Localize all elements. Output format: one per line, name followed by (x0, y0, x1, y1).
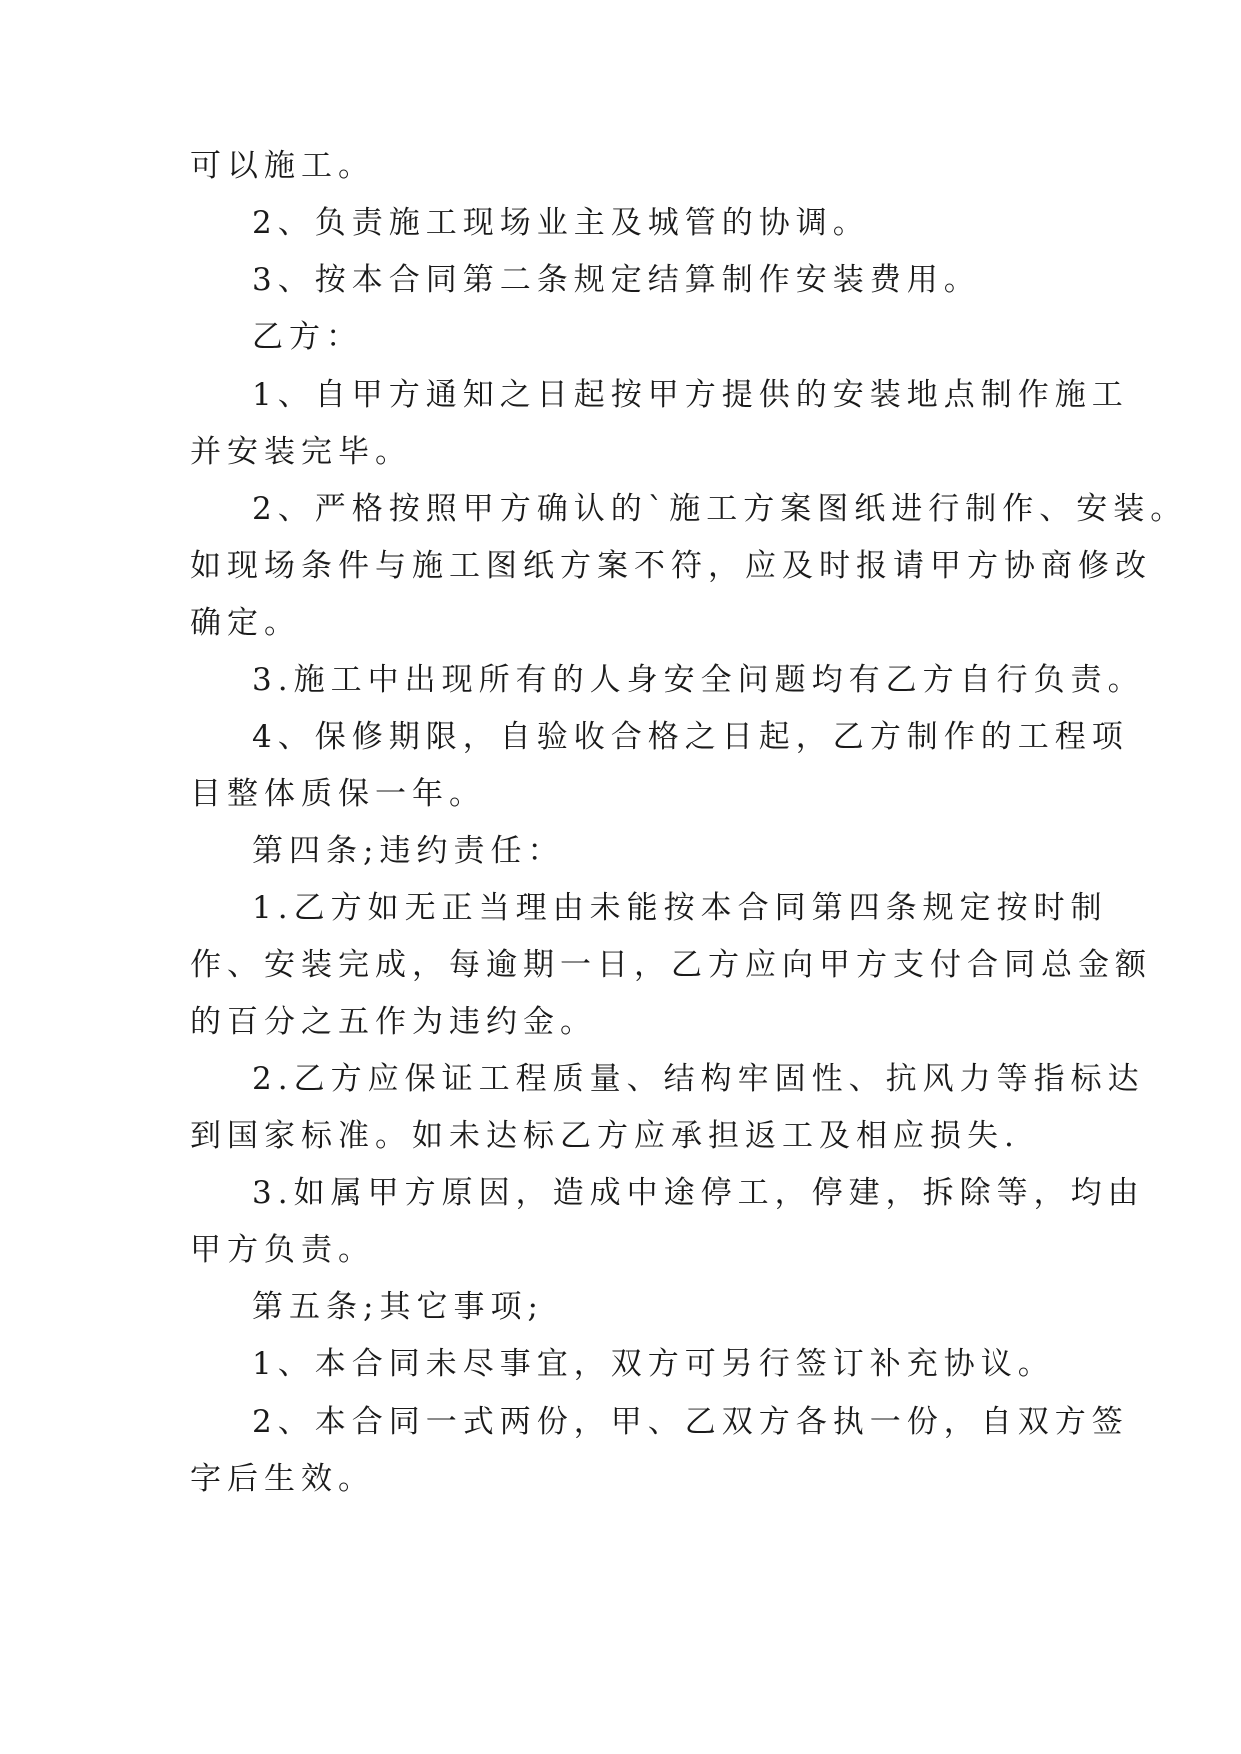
text-line: 第五条;其它事项; (252, 1289, 544, 1325)
text-line: 并安装完毕。 (190, 434, 412, 470)
text-line: 如现场条件与施工图纸方案不符，应及时报请甲方协商修改 (190, 548, 1152, 584)
text-line: 的百分之五作为违约金。 (190, 1004, 597, 1040)
text-line: 到国家标准。如未达标乙方应承担返工及相应损失. (190, 1118, 1020, 1154)
text-line: 字后生效。 (190, 1461, 375, 1497)
text-line: 2、本合同一式两份，甲、乙双方各执一份，自双方签 (252, 1404, 1129, 1440)
text-line: 3.施工中出现所有的人身安全问题均有乙方自行负责。 (252, 662, 1145, 698)
text-line: 1、自甲方通知之日起按甲方提供的安装地点制作施工 (252, 377, 1129, 413)
text-line: 乙方： (252, 319, 363, 355)
text-line: 目整体质保一年。 (190, 776, 486, 812)
text-line: 甲方负责。 (190, 1232, 375, 1268)
text-line: 1、本合同未尽事宜，双方可另行签订补充协议。 (252, 1346, 1055, 1382)
text-line: 4、保修期限，自验收合格之日起，乙方制作的工程项 (252, 719, 1129, 755)
text-line: 确定。 (190, 605, 301, 641)
text-line: 可以施工。 (190, 148, 375, 184)
text-line: 2、严格按照甲方确认的`施工方案图纸进行制作、安装。 (252, 491, 1188, 527)
text-line: 2.乙方应保证工程质量、结构牢固性、抗风力等指标达 (252, 1061, 1145, 1097)
text-line: 作、安装完成，每逾期一日，乙方应向甲方支付合同总金额 (190, 947, 1152, 983)
text-line: 3.如属甲方原因，造成中途停工，停建，拆除等，均由 (252, 1175, 1145, 1211)
text-line: 第四条;违约责任： (252, 833, 565, 869)
text-line: 1.乙方如无正当理由未能按本合同第四条规定按时制 (252, 890, 1108, 926)
text-line: 3、按本合同第二条规定结算制作安装费用。 (252, 262, 981, 298)
text-line: 2、负责施工现场业主及城管的协调。 (252, 205, 870, 241)
